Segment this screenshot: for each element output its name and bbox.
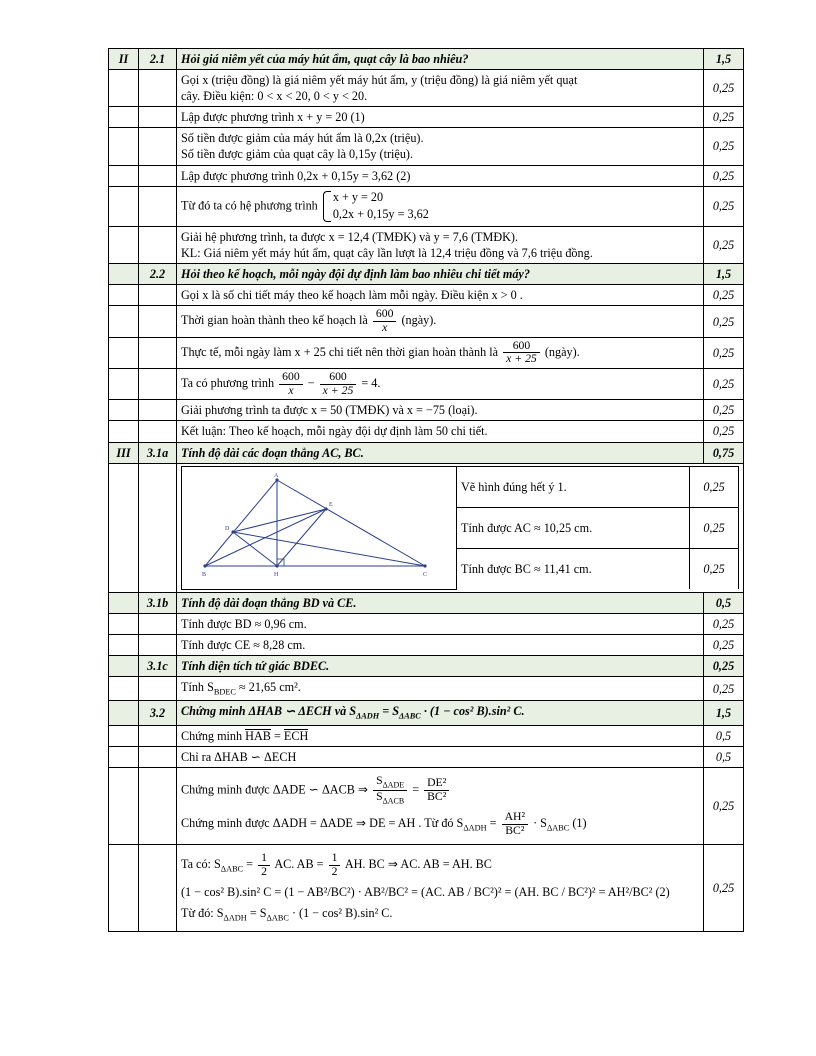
- solution-text-post: · S: [533, 816, 547, 831]
- solution-line: Gọi x (triệu đồng) là giá niêm yết máy hút ẩm, y (triệu đồng) là giá niêm yết quạt: [181, 73, 578, 88]
- equals-sign: = S: [246, 905, 267, 920]
- solution-text: Tính S: [181, 680, 214, 695]
- empty-cell: [109, 400, 139, 421]
- score-value: 0,25: [704, 285, 744, 306]
- empty-cell: [139, 285, 177, 306]
- score-value: 0,25: [704, 128, 744, 165]
- empty-cell: [139, 746, 177, 767]
- table-row: [109, 768, 744, 845]
- table-row: [109, 746, 744, 767]
- score-value: 0,25: [704, 768, 744, 845]
- solution-step: Tính được BD ≈ 0,96 cm.: [177, 613, 704, 634]
- fraction-denominator: x + 25: [503, 352, 540, 366]
- grading-table: [108, 48, 744, 932]
- solution-line: Số tiền được giảm của quạt cây là 0,15y (triệu).: [181, 147, 414, 162]
- empty-cell: [139, 845, 177, 932]
- score-value: 0,25: [704, 227, 744, 264]
- question-text-part: Chứng minh ΔHAB ∽ ΔECH và S: [181, 704, 357, 719]
- solution-text: Chứng minh được ΔADE ∽ ΔACB ⇒: [181, 782, 372, 797]
- question-number: 3.1a: [139, 442, 177, 463]
- fraction-denominator: BC²: [502, 824, 528, 838]
- solution-text: Ta có phương trình: [181, 376, 275, 391]
- empty-cell: [139, 186, 177, 226]
- angle-notation: ECH: [283, 728, 309, 743]
- subscript: BDEC: [213, 687, 236, 697]
- fraction-numerator: 600: [375, 307, 394, 321]
- fraction-numerator: [373, 775, 407, 790]
- score-value: 0,25: [690, 549, 739, 589]
- fraction-numerator: DE²: [427, 776, 447, 790]
- empty-cell: [139, 165, 177, 186]
- solution-step: Lập được phương trình 0,2x + 0,15y = 3,62 (2): [177, 165, 704, 186]
- score-value: 0,25: [704, 634, 744, 655]
- fraction-denominator: [373, 790, 407, 806]
- empty-cell: [109, 186, 139, 226]
- score-value: 0,25: [704, 677, 744, 701]
- score-value: 1,5: [704, 701, 744, 725]
- question-text: [177, 701, 704, 725]
- equation-number: (1): [569, 816, 587, 831]
- table-row: [109, 337, 744, 368]
- empty-cell: [139, 613, 177, 634]
- solution-step: [177, 845, 704, 932]
- empty-cell: [139, 768, 177, 845]
- equals-sign: =: [486, 816, 500, 831]
- subscript: ΔABC: [546, 823, 570, 833]
- symbol-s: S: [376, 774, 383, 788]
- answer-key-page: [108, 48, 744, 932]
- empty-cell: [109, 463, 139, 592]
- table-row: [109, 656, 744, 677]
- empty-cell: [109, 725, 139, 746]
- subscript: ΔADE: [382, 780, 405, 790]
- table-row: [109, 70, 744, 107]
- empty-cell: [139, 107, 177, 128]
- solution-text-post: = 4.: [361, 376, 381, 391]
- empty-cell: [109, 128, 139, 165]
- score-value: 0,25: [704, 165, 744, 186]
- table-row: [182, 466, 739, 507]
- question-text: Tính độ dài đoạn thẳng BD và CE.: [177, 592, 704, 613]
- figure-steps-table: [181, 466, 739, 590]
- solution-step: Tính được BC ≈ 11,41 cm.: [457, 549, 690, 589]
- table-row: [109, 285, 744, 306]
- fraction-numerator: 600: [512, 338, 531, 352]
- table-row: [109, 227, 744, 264]
- score-value: 0,25: [704, 421, 744, 442]
- equals-sign: =: [243, 857, 257, 872]
- table-row: [109, 442, 744, 463]
- solution-step: Kết luận: Theo kế hoạch, mỗi ngày đội dự định làm 50 chi tiết.: [177, 421, 704, 442]
- solution-text-post: ≈ 21,65 cm².: [235, 680, 301, 695]
- score-value: 0,25: [704, 613, 744, 634]
- solution-text: Thực tế, mỗi ngày làm x + 25 chi tiết nên thời gian hoàn thành là: [181, 344, 499, 359]
- solution-step: [177, 369, 704, 400]
- solution-step-system: [177, 186, 704, 226]
- fraction: [279, 371, 303, 397]
- empty-cell: [109, 768, 139, 845]
- table-row: [109, 369, 744, 400]
- table-row: [109, 306, 744, 337]
- empty-cell: [109, 306, 139, 337]
- table-row: [109, 463, 744, 592]
- score-value: 1,5: [704, 264, 744, 285]
- empty-cell: [139, 128, 177, 165]
- question-number: 3.2: [139, 701, 177, 725]
- fraction: [373, 308, 397, 334]
- equation-system: [323, 189, 429, 224]
- minus-sign: −: [307, 376, 315, 391]
- empty-cell: [109, 592, 139, 613]
- subscript: ΔABC: [266, 913, 289, 923]
- solution-line: [181, 905, 699, 924]
- table-row: [109, 165, 744, 186]
- fraction-denominator: x + 25: [320, 384, 357, 398]
- question-number: 3.1c: [139, 656, 177, 677]
- empty-cell: [139, 369, 177, 400]
- equals-sign: =: [412, 782, 420, 797]
- table-row: [109, 421, 744, 442]
- fraction-denominator: 2: [258, 865, 270, 879]
- solution-text: Thời gian hoàn thành theo kế hoạch là: [181, 313, 368, 328]
- empty-cell: [109, 421, 139, 442]
- solution-line: [181, 775, 699, 806]
- empty-cell: [109, 656, 139, 677]
- subscript: ΔABC: [220, 864, 244, 874]
- solution-line: Giải hệ phương trình, ta được x = 12,4 (TMĐK) và y = 7,6 (TMĐK).: [181, 230, 519, 245]
- solution-step: [177, 128, 704, 165]
- question-number: 2.2: [139, 264, 177, 285]
- empty-cell: [109, 165, 139, 186]
- equals-sign: =: [270, 728, 284, 743]
- fraction: [258, 852, 270, 878]
- fraction-denominator: BC²: [424, 790, 449, 804]
- fraction-numerator: 600: [329, 370, 347, 384]
- empty-cell: [139, 400, 177, 421]
- fraction: [502, 811, 528, 837]
- empty-cell: [139, 463, 177, 592]
- figure-and-steps: [177, 463, 744, 592]
- solution-lead: Từ đó ta có hệ phương trình: [181, 198, 318, 213]
- score-value: 0,25: [704, 400, 744, 421]
- solution-step: Vẽ hình đúng hết ý 1.: [457, 466, 690, 507]
- fraction-numerator: 1: [261, 851, 267, 865]
- table-row: [109, 592, 744, 613]
- solution-step: Gọi x là số chi tiết máy theo kế hoạch làm mỗi ngày. Điều kiện x > 0 .: [177, 285, 704, 306]
- solution-step: [177, 227, 704, 264]
- svg-text:A: A: [274, 472, 279, 479]
- solution-step: [177, 768, 704, 845]
- solution-line: Số tiền được giảm của máy hút ẩm là 0,2x (triệu).: [181, 131, 424, 146]
- roman-numeral: II: [109, 49, 139, 70]
- svg-text:B: B: [202, 571, 207, 578]
- question-text-part: · (1 − cos² B).sin² C.: [420, 704, 525, 719]
- table-row: [109, 264, 744, 285]
- empty-cell: [109, 70, 139, 107]
- table-row: [109, 128, 744, 165]
- solution-step: Giải phương trình ta được x = 50 (TMĐK) và x = −75 (loại).: [177, 400, 704, 421]
- svg-text:H: H: [274, 571, 279, 578]
- empty-cell: [109, 613, 139, 634]
- fraction-denominator: 2: [329, 865, 341, 879]
- question-text: Hỏi theo kế hoạch, mỗi ngày đội dự định làm bao nhiêu chi tiết máy?: [177, 264, 704, 285]
- solution-text: Chứng minh: [181, 728, 246, 743]
- angle-notation: HAB: [245, 728, 271, 743]
- subscript: ΔACB: [382, 796, 405, 806]
- solution-text-post: (ngày).: [401, 313, 437, 328]
- solution-text-post: · (1 − cos² B).sin² C.: [288, 905, 393, 920]
- table-row: [109, 677, 744, 701]
- symbol-s: S: [376, 789, 383, 803]
- solution-step: [177, 306, 704, 337]
- solution-step: Tính được CE ≈ 8,28 cm.: [177, 634, 704, 655]
- table-row: [109, 613, 744, 634]
- question-number: 3.1b: [139, 592, 177, 613]
- svg-text:D: D: [225, 525, 230, 532]
- empty-cell: [139, 337, 177, 368]
- empty-cell: [109, 369, 139, 400]
- table-row: [109, 107, 744, 128]
- score-value: 0,25: [704, 107, 744, 128]
- system-equation-1: x + y = 20: [332, 189, 384, 204]
- score-value: 0,5: [704, 746, 744, 767]
- empty-cell: [109, 264, 139, 285]
- fraction-numerator: 600: [282, 370, 300, 384]
- solution-step: [177, 725, 704, 746]
- table-row: [109, 701, 744, 725]
- fraction: [424, 777, 449, 803]
- score-value: 0,25: [690, 507, 739, 548]
- solution-text-post: AH. BC ⇒ AC. AB = AH. BC: [344, 857, 492, 872]
- solution-line: cây. Điều kiện: 0 < x < 20, 0 < y < 20.: [181, 89, 368, 104]
- subscript: ΔABC: [399, 711, 421, 721]
- empty-cell: [109, 746, 139, 767]
- score-value: 0,25: [704, 656, 744, 677]
- svg-text:C: C: [423, 571, 428, 578]
- score-value: 0,25: [704, 70, 744, 107]
- score-value: 0,25: [704, 845, 744, 932]
- table-row: [109, 400, 744, 421]
- solution-line: [181, 852, 699, 878]
- empty-cell: [109, 285, 139, 306]
- score-value: 0,5: [704, 592, 744, 613]
- empty-cell: [139, 306, 177, 337]
- fraction-denominator: x: [279, 384, 303, 398]
- table-row: [109, 49, 744, 70]
- table-row: [109, 725, 744, 746]
- fraction: [503, 340, 540, 366]
- solution-text: Từ đó: S: [181, 905, 224, 920]
- empty-cell: [109, 701, 139, 725]
- fraction-numerator: 1: [331, 851, 338, 865]
- empty-cell: [139, 677, 177, 701]
- solution-text: Chứng minh được ΔADH = ΔADE ⇒ DE = AH . Từ đó S: [181, 816, 464, 831]
- score-value: 1,5: [704, 49, 744, 70]
- system-equation-2: 0,2x + 0,15y = 3,62: [332, 207, 429, 222]
- empty-cell: [139, 421, 177, 442]
- solution-text: Ta có: S: [181, 857, 221, 872]
- fraction-numerator: AH²: [504, 809, 526, 823]
- fraction: [329, 852, 341, 878]
- triangle-figure: [185, 470, 445, 582]
- table-row: [109, 634, 744, 655]
- fraction: [320, 371, 357, 397]
- solution-line: (1 − cos² B).sin² C = (1 − AB²/BC²) · AB²/BC² = (AC. AB / BC²)² = (AH. BC / BC²)² = AH²/BC² (2): [181, 884, 670, 899]
- score-value: 0,25: [704, 306, 744, 337]
- empty-cell: [109, 227, 139, 264]
- solution-step: [177, 677, 704, 701]
- empty-cell: [139, 634, 177, 655]
- empty-cell: [109, 634, 139, 655]
- fraction-denominator: x: [373, 321, 397, 335]
- geometry-figure-cell: [182, 466, 457, 589]
- empty-cell: [109, 337, 139, 368]
- score-value: 0,25: [704, 369, 744, 400]
- roman-numeral: III: [109, 442, 139, 463]
- solution-step: [177, 337, 704, 368]
- question-text: Tính độ dài các đoạn thẳng AC, BC.: [177, 442, 704, 463]
- empty-cell: [139, 725, 177, 746]
- solution-step: Tính được AC ≈ 10,25 cm.: [457, 507, 690, 548]
- solution-line: KL: Giá niêm yết máy hút ẩm, quạt cây lần lượt là 12,4 triệu đồng và 7,6 triệu đồng.: [181, 246, 593, 261]
- subscript: ΔADH: [463, 823, 487, 833]
- empty-cell: [109, 107, 139, 128]
- subscript: ΔADH: [356, 711, 380, 721]
- table-row: [109, 845, 744, 932]
- question-text-part: = S: [379, 704, 400, 719]
- score-value: 0,75: [704, 442, 744, 463]
- score-value: 0,5: [704, 725, 744, 746]
- solution-text-post: (ngày).: [544, 344, 580, 359]
- score-value: 0,25: [704, 186, 744, 226]
- subscript: ΔADH: [223, 913, 247, 923]
- solution-step: [177, 70, 704, 107]
- score-value: 0,25: [690, 466, 739, 507]
- question-text: Tính diện tích tứ giác BDEC.: [177, 656, 704, 677]
- score-value: 0,25: [704, 337, 744, 368]
- empty-cell: [109, 677, 139, 701]
- question-number: 2.1: [139, 49, 177, 70]
- svg-text:E: E: [329, 501, 333, 508]
- solution-text: AC. AB =: [274, 857, 327, 872]
- solution-step: Chỉ ra ΔHAB ∽ ΔECH: [177, 746, 704, 767]
- empty-cell: [109, 845, 139, 932]
- table-row: [109, 186, 744, 226]
- solution-step: Lập được phương trình x + y = 20 (1): [177, 107, 704, 128]
- fraction: [373, 775, 407, 806]
- empty-cell: [139, 70, 177, 107]
- question-text: Hỏi giá niêm yết của máy hút ẩm, quạt cây là bao nhiêu?: [177, 49, 704, 70]
- empty-cell: [139, 227, 177, 264]
- solution-line: [181, 811, 699, 837]
